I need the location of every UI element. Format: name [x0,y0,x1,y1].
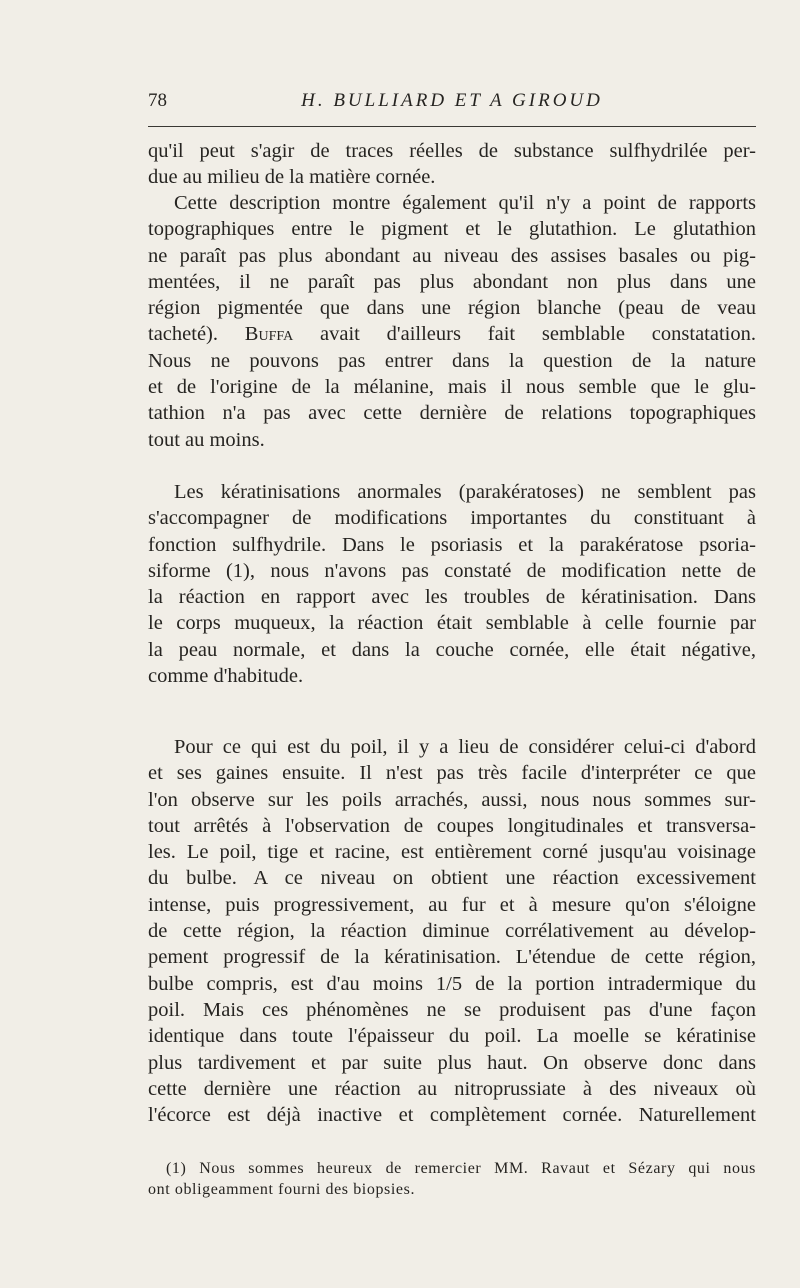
header-rule [148,126,756,127]
text-line: siforme (1), nous n'avons pas constaté de modification nette de [148,559,756,582]
text-line: poil. Mais ces phénomènes ne se produisent pas d'une façon [148,998,756,1021]
text-fragment: tacheté). [148,323,245,346]
text-line: et de l'origine de la mélanine, mais il nous semble que le glu- [148,376,756,399]
text-line: fonction sulfhydrile. Dans le psoriasis et la parakératose psoria- [148,533,756,556]
text-line: Pour ce qui est du poil, il y a lieu de considérer celui-ci d'abord [174,736,756,758]
text-line: l'écorce est déjà inactive et complètement cornée. Naturellement [148,1104,756,1127]
text-line: de cette région, la réaction diminue corrélativement au dévelop- [148,920,756,943]
text-line: intense, puis progressivement, au fur et à mesure qu'on s'éloigne [148,893,756,916]
footnote-line: ont obligeamment fourni des biopsies. [148,1181,416,1198]
text-line: mentées, il ne paraît pas plus abondant non plus dans une [148,270,756,293]
footnote-line: (1) Nous sommes heureux de remercier MM. Ravaut et Sézary qui nous [166,1160,756,1177]
text-line: due au milieu de la matière cornée. [148,166,436,189]
text-line: identique dans toute l'épaisseur du poil. La moelle se kératinise [148,1025,756,1048]
running-title: H. BULLIARD ET A GIROUD [301,90,603,111]
text-line: topographiques entre le pigment et le glutathion. Le glutathion [148,218,756,241]
page-number: 78 [148,90,167,111]
paragraph-pigment [148,190,756,453]
footnote [148,1158,756,1200]
text-fragment: avait d'ailleurs fait semblable constatation. [293,323,756,346]
author-name: Buffa [244,323,294,346]
text-line: du bulbe. A ce niveau on obtient une réaction excessivement [148,867,756,890]
text-line: le corps muqueux, la réaction était semblable à celle fournie par [148,612,756,635]
text-line: bulbe compris, est d'au moins 1/5 de la portion intradermique du [148,972,756,995]
text-line: tout arrêtés à l'observation de coupes longitudinales et transversa- [148,814,756,837]
paragraph-parakeratosis [148,479,756,689]
text-line: la peau normale, et dans la couche cornée, elle était négative, [148,638,756,661]
text-line: les. Le poil, tige et racine, est entièrement corné jusqu'au voisinage [148,841,756,864]
text-line: s'accompagner de modifications importantes du constituant à [148,507,756,530]
paragraph-hair [148,734,756,1128]
text-line: tout au moins. [148,428,265,451]
text-line: Nous ne pouvons pas entrer dans la question de la nature [148,349,756,372]
text-line: ne paraît pas plus abondant au niveau des assises basales ou pig- [148,244,756,267]
text-line: Les kératinisations anormales (parakératoses) ne semblent pas [174,481,756,503]
page-header [148,90,756,118]
text-line: comme d'habitude. [148,665,304,688]
text-line: Cette description montre également qu'il n'y a point de rapports [174,192,756,214]
text-line: cette dernière une réaction au nitroprussiate à des niveaux où [148,1077,756,1100]
text-line: tathion n'a pas avec cette dernière de relations topographiques [148,402,756,425]
text-line: la réaction en rapport avec les troubles de kératinisation. Dans [148,586,756,609]
text-line: pement progressif de la kératinisation. L'étendue de cette région, [148,946,756,969]
text-line: l'on observe sur les poils arrachés, aussi, nous nous sommes sur- [148,788,756,811]
text-line [148,321,756,347]
text-line: plus tardivement et par suite plus haut. On observe donc dans [148,1051,756,1074]
text-line: région pigmentée que dans une région blanche (peau de veau [148,297,756,320]
text-line: et ses gaines ensuite. Il n'est pas très facile d'interpréter ce que [148,762,756,785]
text-line: qu'il peut s'agir de traces réelles de substance sulfhydrilée per- [148,140,756,162]
paragraph-continuation [148,138,756,191]
